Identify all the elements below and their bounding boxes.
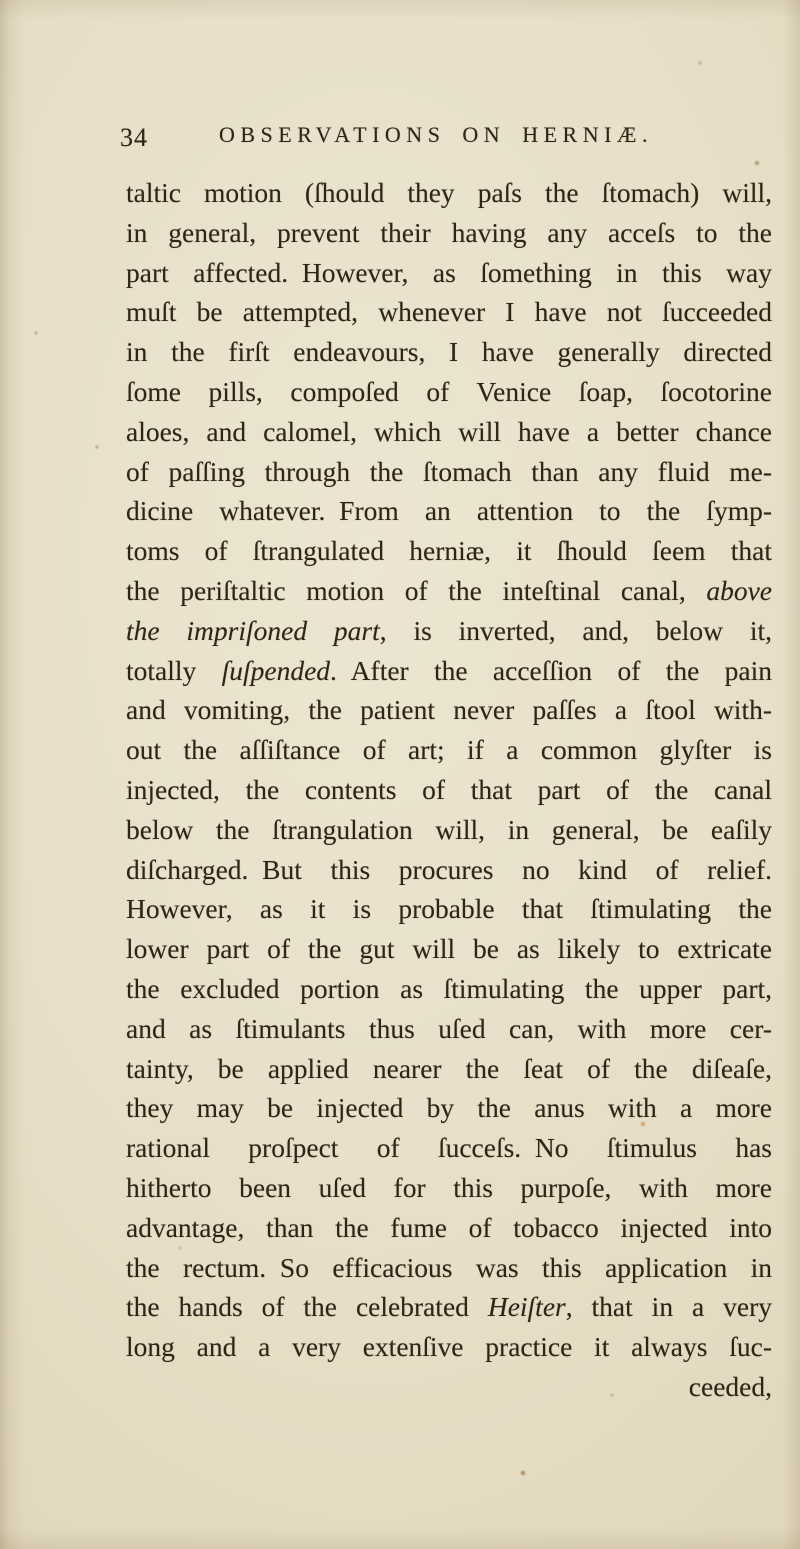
body-line	[126, 969, 772, 1009]
body-line	[126, 770, 772, 810]
body-line	[126, 810, 772, 850]
body-segment: diſcharged. But this procures no kind of relief.	[126, 853, 772, 885]
body-segment: , is inverted, and, below it,	[379, 614, 772, 646]
body-line	[126, 611, 772, 651]
body-segment: aloes, and calomel, which will have a better chance	[126, 415, 772, 447]
body-line	[126, 491, 772, 531]
page-number: 34	[120, 123, 148, 152]
body-line	[126, 1009, 772, 1049]
body-line	[126, 332, 772, 372]
body-segment: advantage, than the fume of tobacco injected into	[126, 1211, 772, 1243]
body-line	[126, 412, 772, 452]
body-line	[126, 1367, 772, 1407]
body-line	[126, 929, 772, 969]
body-segment: muſt be attempted, whenever I have not ſucceeded	[126, 296, 772, 328]
body-line	[126, 1049, 772, 1089]
body-segment: taltic motion (ſhould they paſs the ſtomach) will,	[126, 177, 772, 208]
body-line	[126, 253, 772, 293]
body-segment: out the aſſiſtance of art; if a common glyſter is	[126, 734, 772, 766]
body-line	[126, 531, 772, 571]
body-segment: the periſtaltic motion of the inteſtinal canal,	[126, 574, 707, 606]
body-segment: totally	[126, 654, 222, 686]
body-line	[126, 1248, 772, 1288]
body-segment: in general, prevent their having any acceſs to the	[126, 216, 772, 248]
running-title: OBSERVATIONS ON HERNIÆ.	[219, 122, 653, 147]
body-line	[126, 1168, 772, 1208]
body-segment-italic: ſuſpended	[221, 654, 331, 686]
body-line	[126, 690, 772, 730]
body-segment: long and a very extenſive practice it always ſuc-	[126, 1331, 772, 1363]
page-header	[120, 122, 772, 156]
body-line	[126, 1327, 772, 1367]
body-line	[126, 452, 772, 492]
body-line	[126, 1287, 772, 1327]
body-text	[126, 173, 772, 1407]
body-segment-italic: above	[706, 574, 772, 606]
body-segment: part affected. However, as ſomething in this way	[126, 256, 772, 288]
body-segment: and as ſtimulants thus uſed can, with more cer-	[126, 1012, 772, 1044]
body-line	[126, 651, 772, 691]
body-segment: of paſſing through the ſtomach than any fluid me-	[126, 455, 772, 487]
body-segment: and vomiting, the patient never paſſes a ſtool with-	[126, 694, 772, 726]
body-segment: ceeded,	[688, 1370, 772, 1402]
body-segment: they may be injected by the anus with a more	[126, 1092, 772, 1124]
body-segment: ſome pills, compoſed of Venice ſoap, ſocotorine	[126, 375, 772, 407]
body-segment-italic: Heiſter	[487, 1291, 566, 1323]
body-segment: in the firſt endeavours, I have generally directed	[126, 336, 772, 368]
body-line	[126, 1128, 772, 1168]
body-line	[126, 213, 772, 253]
body-line	[126, 889, 772, 929]
body-segment-italic: the impriſoned part	[126, 614, 380, 646]
body-segment: the rectum. So efficacious was this application in	[126, 1251, 772, 1283]
body-line	[126, 850, 772, 890]
body-segment: dicine whatever. From an attention to the ſymp-	[126, 495, 772, 527]
body-segment: However, as it is probable that ſtimulating the	[126, 893, 772, 925]
body-segment: tainty, be applied nearer the ſeat of the diſeaſe,	[126, 1052, 772, 1084]
body-line	[126, 730, 772, 770]
body-segment: , that in a very	[565, 1291, 772, 1323]
body-segment: hitherto been uſed for this purpoſe, with more	[126, 1171, 772, 1203]
body-line	[126, 571, 772, 611]
body-segment: toms of ſtrangulated herniæ, it ſhould ſeem that	[126, 535, 772, 567]
body-segment: injected, the contents of that part of the canal	[126, 773, 772, 805]
body-segment: rational proſpect of ſucceſs. No ſtimulus has	[126, 1132, 772, 1164]
body-line	[126, 292, 772, 332]
body-segment: below the ſtrangulation will, in general, be eaſily	[126, 813, 772, 845]
body-segment: lower part of the gut will be as likely to extricate	[126, 933, 772, 965]
body-line	[126, 1088, 772, 1128]
body-segment: . After the acceſſion of the pain	[330, 654, 772, 686]
body-line	[126, 1208, 772, 1248]
body-segment: the hands of the celebrated	[126, 1291, 488, 1323]
body-line	[126, 173, 772, 213]
body-segment: the excluded portion as ſtimulating the upper part,	[126, 972, 772, 1004]
body-line	[126, 372, 772, 412]
